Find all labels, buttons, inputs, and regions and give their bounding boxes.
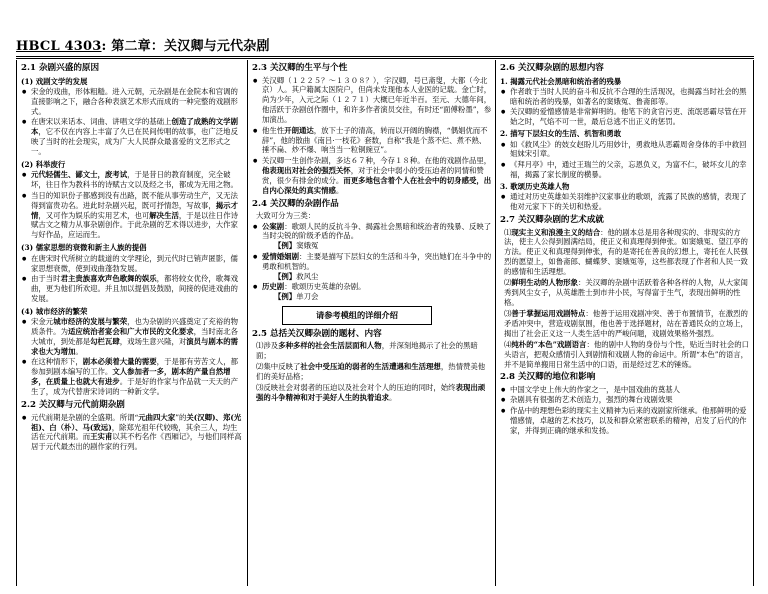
emphasis: 元曲四大家 xyxy=(138,412,176,422)
column-2 xyxy=(248,60,496,586)
bullet-list xyxy=(21,254,244,304)
text: ：歌颂历史英雄的杂剧。 xyxy=(284,282,366,292)
list-item xyxy=(252,76,492,126)
subheading-1: 1. 揭露元代社会黑暗和统治者的残暴 xyxy=(500,76,622,86)
example-label: 【例】 xyxy=(274,241,297,251)
list-item xyxy=(500,107,750,127)
emphasis: 关(汉卿)、郑(光祖)、白（朴）、马(致远) xyxy=(31,412,242,432)
emphasis: 鲜明生动的人物形象 xyxy=(511,278,578,288)
point-number: ⑷ xyxy=(504,339,512,349)
emphasis: 而更多地包含着个人在社会中的切身感受，出自内心深处的真实情感 xyxy=(262,175,492,195)
example-value: 单刀会 xyxy=(296,291,319,301)
list-item xyxy=(500,160,750,180)
text: 在这种情形下， xyxy=(31,357,83,367)
point-number: ⑴ xyxy=(504,227,512,237)
point-number: ⑵ xyxy=(256,362,264,372)
emphasis: 开朗通达 xyxy=(284,125,314,135)
text: 在唐宋时代所树立的载道的文学理论，到元代时已销声匿影，儒家思想衰微，使到戏曲蓬勃发展。 xyxy=(31,253,238,273)
title-rule-top xyxy=(16,56,754,57)
emphasis: 演员与剧本的需求也大为增加 xyxy=(31,337,238,356)
numbered-point xyxy=(252,362,492,382)
text: 集中反映了 xyxy=(263,362,301,372)
text: ”的 xyxy=(175,412,187,422)
list-item xyxy=(21,170,244,190)
text: 关汉卿的爱憎感情是非常鲜明的。他笔下的贪官污吏、流氓恶霸尽管在开始之时，气焰不可一世，最后总逃不出正义的惩罚。 xyxy=(510,107,747,127)
text: 作者敢于当时人民的奋斗和反抗不合理的生活现况，也揭露当时社会的黑暗和统治者的残暴，如著名的窦娥冤、鲁斋郎等。 xyxy=(510,86,747,106)
text: ，于是以往日作诗赋古文之精力从事杂剧创作。于此杂剧的艺术得以进步，大作家与好作品，应运而生。 xyxy=(31,210,238,240)
text: 他生性 xyxy=(262,125,285,135)
text: 中国文学史上伟大的作家之一，是中国戏曲的奠基人 xyxy=(510,384,680,394)
emphasis: 社会中受压迫的弱者的生活遭遇和生活理想 xyxy=(300,362,441,372)
text: ，于是昔日的教育制度，完全破坏，往日作为教科书的诗赋古文以及经之书，都成为无用之物。 xyxy=(31,170,238,190)
text: 杂剧具有很强的艺术创造力，强烈的舞台戏剧效果 xyxy=(510,395,673,405)
text: ：主要是描写下层妇女的生活和斗争，突出她们在斗争中的勇敢和机智的。 xyxy=(262,251,492,271)
chapter-title: : 第二章：关汉卿与元代杂剧 xyxy=(101,39,270,54)
emphasis: 他表现出对社会的强烈关怀 xyxy=(262,165,351,175)
example-value: 窦娥冤 xyxy=(296,241,319,251)
emphasis: 元代轻儒生、鄙文士，废考试 xyxy=(31,170,128,180)
bullet-list xyxy=(21,87,244,157)
text: 。 xyxy=(335,185,344,195)
emphasis: 王实甫 xyxy=(90,432,113,442)
emphasis: 现实主义和浪漫主义的结合 xyxy=(511,227,601,237)
course-code: HBCL 4303 xyxy=(16,39,102,54)
list-item xyxy=(21,274,244,304)
title-rule-bottom xyxy=(16,58,754,59)
subheading-3: 3. 歌颂历史英雄人物 xyxy=(500,181,570,191)
text: ，于是都有劳苦文人，都参加到剧本编写的工作。 xyxy=(31,357,238,377)
reference-note-box: 请参考模组的详细介绍 xyxy=(282,306,432,325)
text: ：他善于运用戏剧冲突、善于布置情节，在激烈的矛盾冲突中，营造戏剧氛围，他也善于选择题材，站在普通民众的立场上，揭出了社会正义这一人类生活中的严峻问题，戏剧效果格外强烈。 xyxy=(504,308,748,338)
column-1 xyxy=(16,60,248,586)
section-2-4-heading: 2.4 关汉卿的杂剧作品 xyxy=(252,198,339,209)
example-line xyxy=(252,241,492,251)
bullet-list xyxy=(21,170,244,240)
section-2-6-heading: 2.6 关汉卿杂剧的思想内容 xyxy=(500,63,604,73)
numbered-point xyxy=(500,278,750,308)
emphasis: 多种多样的社会生活层面和人物 xyxy=(278,341,382,351)
list-item xyxy=(500,140,750,160)
subheading-3: (3) 儒家思想的衰微和新主人族的提倡 xyxy=(21,243,147,253)
text: ：他的剧中人物的身份与个性，贴近当时社会的口头语言，把观众感情引入到剧情和 xyxy=(504,339,750,359)
example-line xyxy=(252,292,492,302)
numbered-point xyxy=(252,341,492,361)
text: ，并深刻地揭示了社会的黑暗面； xyxy=(256,341,478,361)
point-number: ⑴ xyxy=(256,341,264,351)
text: 通过对历史英雄如关羽维护汉家事业的歌颂，流露了民族的感情，表现了他对元家下下的关切和热爱。 xyxy=(510,192,747,212)
list-item xyxy=(21,191,244,241)
text: 用日常生活中的口语，而是经过艺术的锤炼。 xyxy=(548,359,697,369)
text: 作品中的理想色彩的现实主义精神为后来的戏剧家所继承。他那鲜明的爱憎感情，卓越的艺术技巧，以及和群众紧密联系的精神，启发了后代的作家，并得到正确的继承和发扬。 xyxy=(510,405,747,435)
emphasis: 勾栏瓦肆 xyxy=(90,337,120,347)
bullet-list xyxy=(252,282,492,292)
text: 如《救风尘》的妓女赵盼儿巧用妙计，勇救地从恶霸周舍身体的手中救回姐妹宋引章。 xyxy=(510,139,747,159)
subheading-1: (1) 戏剧文学的发展 xyxy=(21,76,88,86)
text: ，热情赞美他们的美好品格； xyxy=(256,362,486,382)
text: 。 xyxy=(75,346,83,356)
text: ，对于社会中弱小的受压迫者的同情和赞赏，很少有排金的成分。 xyxy=(262,165,484,185)
list-item xyxy=(500,87,750,107)
emphasis: 表现出顽强的斗争精神和对于美好人生的执着追求 xyxy=(256,383,486,402)
numbered-point xyxy=(500,228,750,278)
emphasis: 历史剧 xyxy=(262,282,285,292)
bullet-list xyxy=(500,87,750,127)
text: ，戏场生意兴隆，对 xyxy=(119,337,187,347)
text: 当日的知识份子都感到没有出路，既不能从事劳动生产，又无法得到富贵功名。进此时杂剧兴起，既可抒情怨，写故事， xyxy=(31,190,238,210)
emphasis: 创造了成熟的文学剧本 xyxy=(31,117,238,137)
text: ，除郑光祖年代较晚，其余三人，均生活在元代前期。而 xyxy=(31,422,238,442)
example-label: 【例】 xyxy=(274,291,297,301)
point-number: ⑵ xyxy=(504,278,512,288)
list-item xyxy=(252,126,492,156)
emphasis: 城市经济的发展与繁荣 xyxy=(53,317,128,327)
list-item xyxy=(500,395,750,405)
section-2-2-heading: 2.2 关汉卿与元代前期杂剧 xyxy=(21,400,125,411)
list-item xyxy=(21,87,244,117)
intro-text: 大致可分为三类： xyxy=(256,211,316,221)
list-item xyxy=(21,413,244,453)
list-item xyxy=(252,282,492,292)
list-item xyxy=(500,192,750,212)
text: 。 xyxy=(389,393,397,402)
text: ，也为杂剧的兴盛奠定了充裕的物质条件。为 xyxy=(31,317,238,337)
section-2-1-heading: 2.1 杂剧兴盛的原因 xyxy=(21,63,100,73)
section-2-3-heading: 2.3 关汉卿的生平与个性 xyxy=(252,63,348,73)
text: 元代前期是杂剧的全盛期。所谓“ xyxy=(31,412,139,422)
text: 《拜月亭》中，通过王瑞兰的父亲，忘恩负义，为富不仁，破坏女儿的幸福，揭露了家长制度的横暴。 xyxy=(510,159,747,179)
emphasis: 适应统治者宴会和广大市民的文化要求 xyxy=(67,327,194,337)
text: 戏剧人物的命运中。所谓“本色”的语言，并不是简单搬 xyxy=(504,349,749,369)
bullet-list xyxy=(252,76,492,196)
emphasis: 公案剧 xyxy=(262,221,285,231)
emphasis: 爱情婚姻剧 xyxy=(262,251,299,261)
text: 涉及 xyxy=(263,341,279,351)
bullet-list xyxy=(21,317,244,397)
emphasis: 纯朴的“本色”戏剧语言 xyxy=(511,339,587,349)
text: ：关汉卿的杂剧中活跃着各种各样的人物，从大家闺秀到风尘女子，从英雄胜士到市井小民，写得富于生气，表现出鲜明的性格。 xyxy=(504,278,748,307)
emphasis: 剧本必须着大量的需要 xyxy=(82,357,157,367)
section-2-7-heading: 2.7 关汉卿杂剧的艺术成就 xyxy=(500,215,604,225)
text: 宋金元 xyxy=(31,317,54,327)
emphasis: 文人参加者一多，剧本的产量自然增多，在质量上也就大有进步 xyxy=(31,367,231,387)
text: ，它不仅在内容上丰富了久已在民间传唱的故事，也广泛地反映了当时的社会现实，成为广大人民群众最喜爱的文艺形式之一。 xyxy=(31,127,238,156)
list-item xyxy=(21,357,244,397)
emphasis: 解决生活 xyxy=(149,210,179,220)
bullet-list xyxy=(21,413,244,453)
section-2-8-heading: 2.8 关汉卿的地位和影响 xyxy=(500,372,596,383)
emphasis: 君主贵族喜欢声色歌舞的娱乐 xyxy=(60,274,157,284)
text: ：歌颂人民的反抗斗争、揭露社会黑暗和统治者的残暴、反映了当时尖锐的阶级矛盾的作品。 xyxy=(262,221,492,241)
subheading-2: (2) 科举废行 xyxy=(21,159,66,169)
example-label: 【例】 xyxy=(274,271,297,281)
list-item xyxy=(252,252,492,272)
page-title xyxy=(16,38,270,55)
subheading-4: (4) 城市经济的繁荣 xyxy=(21,306,88,316)
text: 宋金的戏曲，形体粗糙。进入元朝，元杂剧是在金院本和官调的直接影响之下，融合各种表演艺术形式而成的一种完整的戏剧形式。 xyxy=(31,86,238,116)
emphasis: 揭示才情 xyxy=(31,200,238,220)
text: ，又可作为娱乐的实用艺术，也可 xyxy=(38,210,150,220)
text: 关汉卿一生创作杂剧，多达６７种，今存１８种。在他的戏剧作品里， xyxy=(262,155,492,165)
emphasis: 善于掌握运用戏剧特点 xyxy=(511,308,586,318)
list-item xyxy=(252,222,492,242)
list-item xyxy=(21,254,244,274)
subheading-2: 2. 描写下层妇女的生活、机智和勇敢 xyxy=(500,129,622,139)
list-item xyxy=(500,406,750,436)
text: ，当时南北各大城市，到处都是 xyxy=(31,327,238,347)
numbered-point xyxy=(252,383,492,403)
bullet-list xyxy=(500,192,750,212)
text: 由于当时 xyxy=(31,274,61,284)
text: ，放下士子的清高，转而以开阔的胸襟，“偶娼优而不辞”，他的散曲《南吕·一枝花》套数，自称“我是个蒸不烂、煮不熟、捶不扁、炒不爆、响当当一粒铜豌豆”。 xyxy=(262,125,488,155)
text: ，都将较女优伶，歌舞戏曲，更为他们所欢迎。并且加以提倡及鼓励，间接的促进戏曲的发展。 xyxy=(31,274,238,303)
text: 关汉卿（１２２５？～１３０８？），字汉卿，号已斋叟，大都（今北京）人。其户籍属太医院户，但尚未发现他本人业医的记载。金亡时，尚为少年，入元之际（１２７１）大概已年近半百。至元、大德年间，他活跃于杂剧创作圈中，和许多作者演员交往，有时还“面傅粉墨”，参加演出。 xyxy=(262,75,492,125)
text: 以其不朽名作《西厢记》，与他们同样高居于元代最杰出的剧作家的行列。 xyxy=(31,432,242,452)
bullet-list xyxy=(500,385,750,436)
example-value: 救风尘 xyxy=(296,271,319,281)
bullet-list xyxy=(500,140,750,180)
text: 在唐宋以来话本、词曲、讲唱文学的基础上 xyxy=(31,117,172,127)
text: 。于是好的作家与作品就一天天的产生了，成为代替唐宋诗词的一种新文学。 xyxy=(31,377,238,397)
numbered-point xyxy=(500,340,750,370)
bullet-list xyxy=(252,252,492,272)
list-item xyxy=(21,117,244,157)
point-number: ⑶ xyxy=(504,308,512,318)
text: ：他的剧本总是用各种现实的、非现实的方法，使主人公得到圆满结局，使正义和真理得到伸张。如窦娥冤、望江亭的方法。使正义和真理得到伸张，有的是寄托在善良的幻想上，寄托在人民强烈的愿望上，如鲁斋郎、蝴蝶梦、窦娥冤等，这些都表现了作者和人民一致的感情和生活理想。 xyxy=(504,227,748,277)
section-2-5-heading: 2.5 总括关汉卿杂剧的题材、内容 xyxy=(252,328,382,339)
example-line xyxy=(252,272,492,282)
numbered-point xyxy=(500,309,750,339)
list-item xyxy=(21,317,244,357)
bullet-list xyxy=(252,222,492,242)
list-item xyxy=(252,156,492,196)
text: 反映社会对弱者的压迫以及社会对个人的压迫的同时，始终 xyxy=(263,383,456,393)
column-3 xyxy=(496,60,754,586)
list-item xyxy=(500,385,750,395)
point-number: ⑶ xyxy=(256,383,264,393)
